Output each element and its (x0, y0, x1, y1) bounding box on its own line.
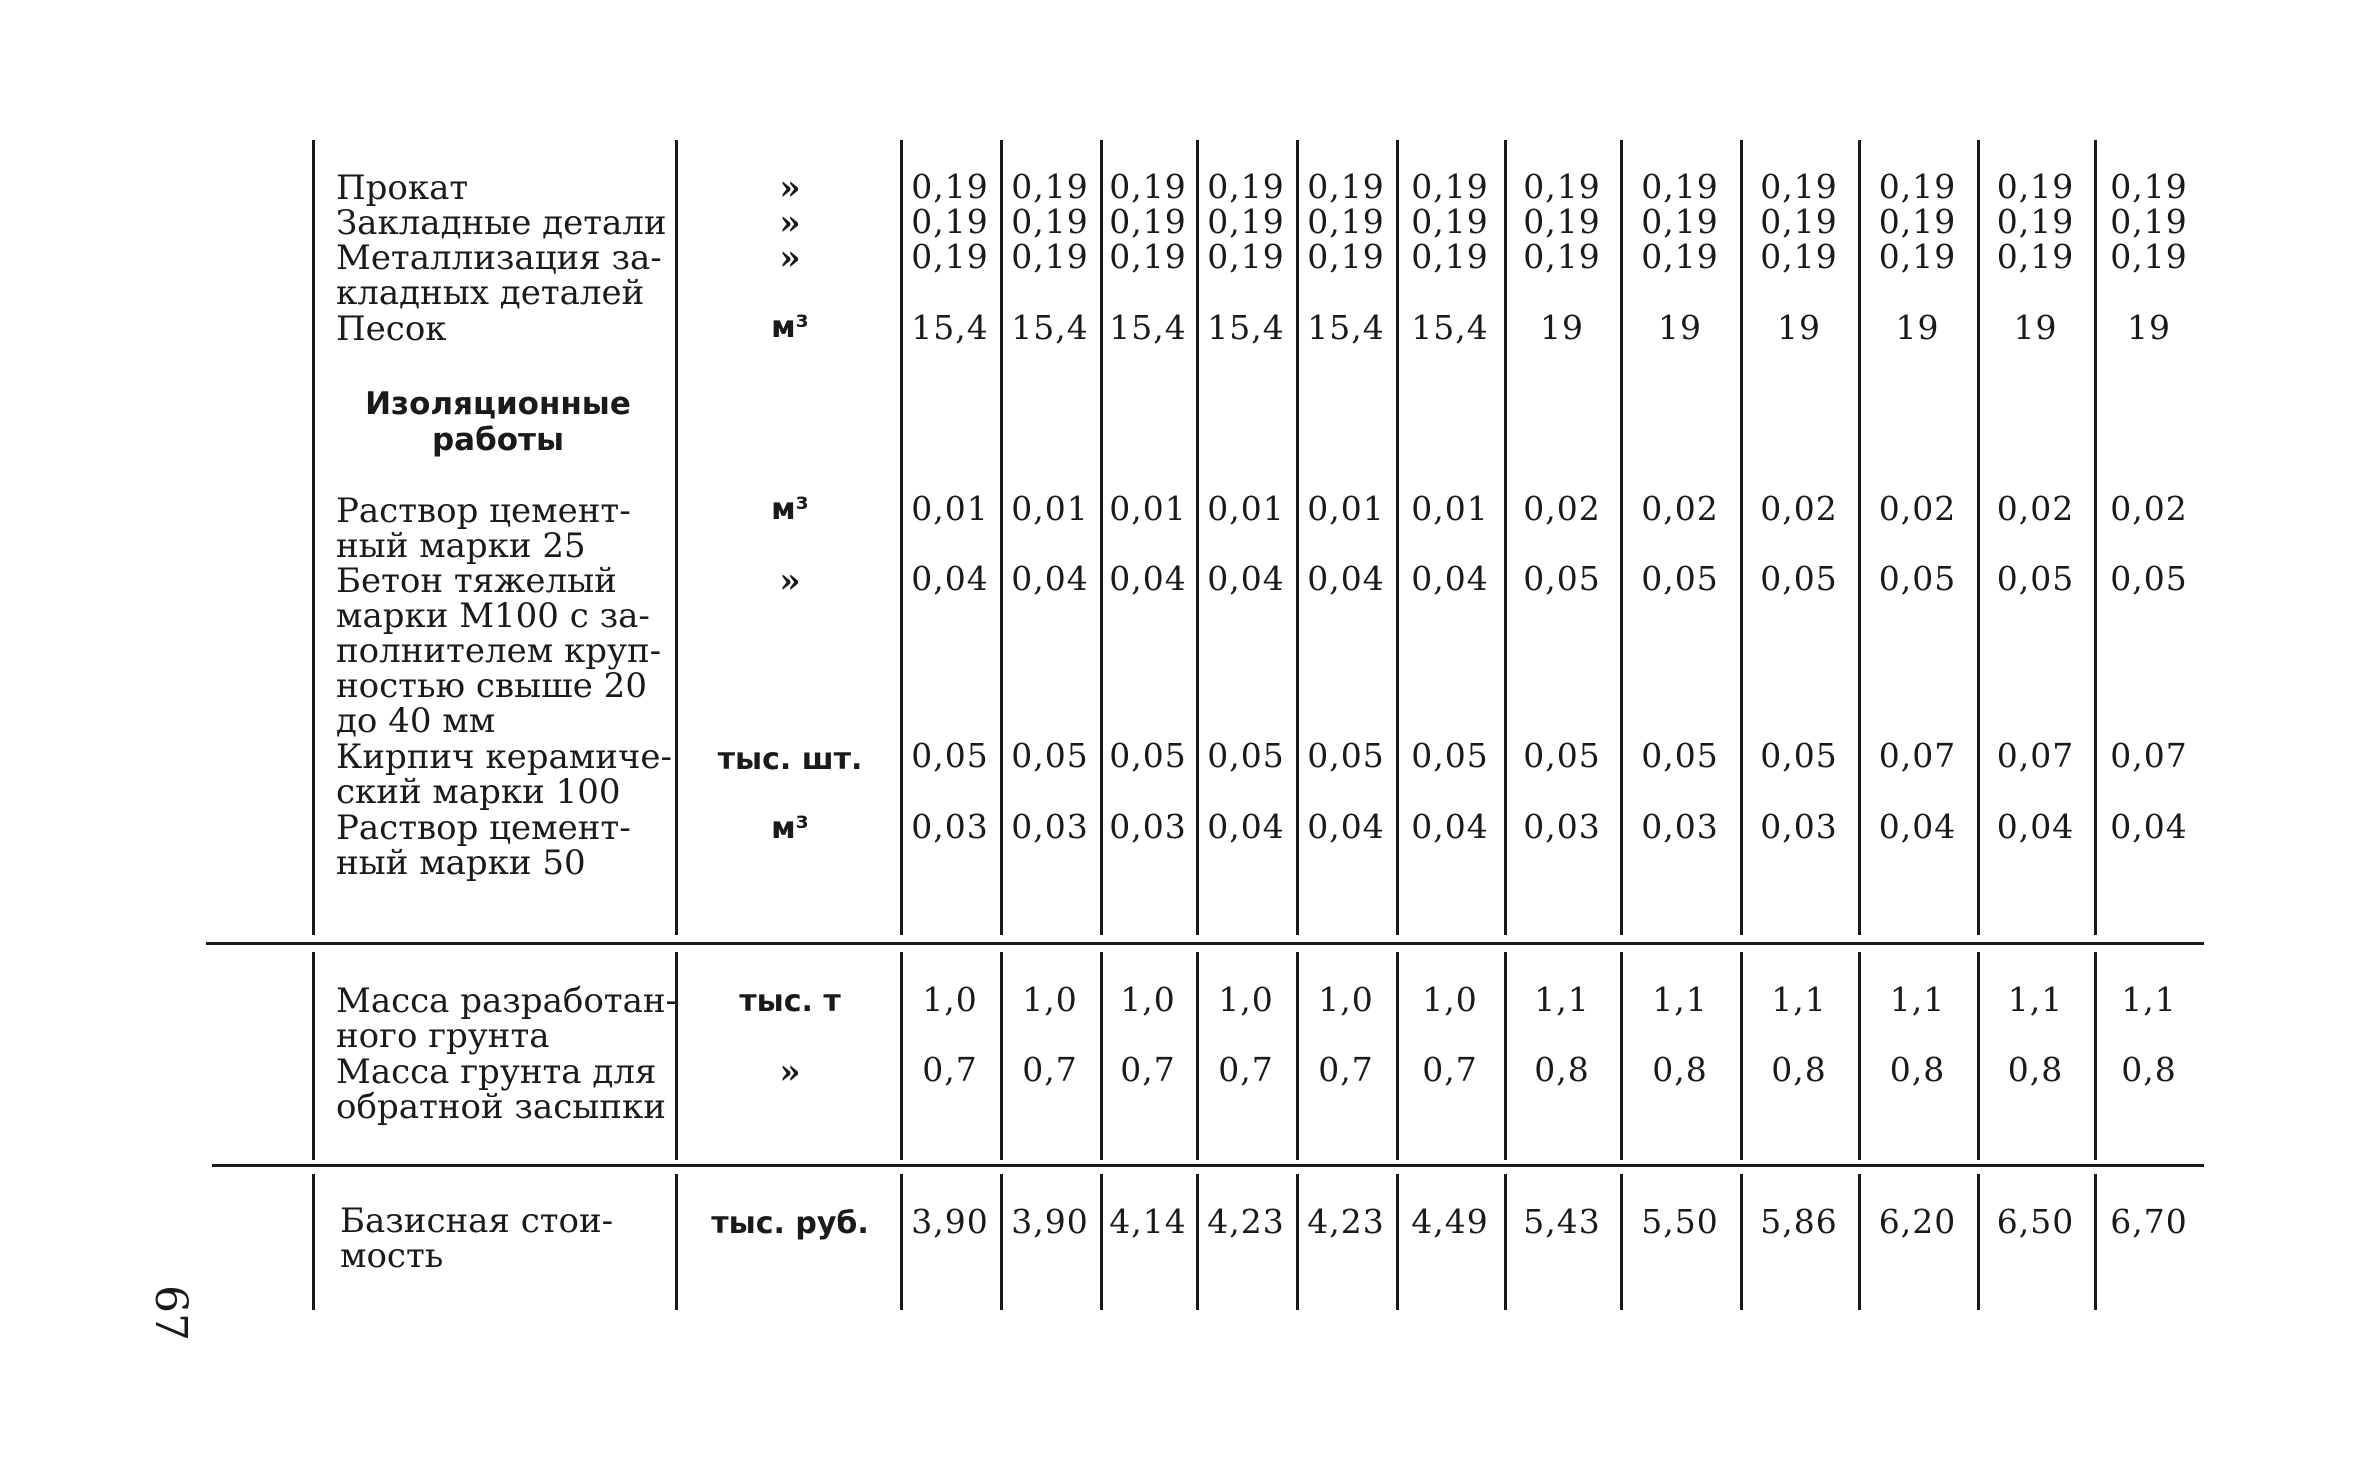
value-cell: 0,19 (2110, 202, 2188, 241)
value-cell: 0,03 (1011, 807, 1089, 846)
value-cell: 0,7 (922, 1050, 978, 1089)
value-cell: 4,14 (1109, 1202, 1187, 1241)
value-cell: 0,19 (911, 167, 989, 206)
row-label-cement-mortar-50: Раствор цемент- (336, 808, 631, 848)
value-cell: 0,04 (1996, 807, 2075, 846)
value-cell: 0,19 (1996, 202, 2075, 241)
section-subheader: работы (431, 422, 565, 458)
row-label-heavy-concrete: марки М100 с за- (336, 596, 650, 636)
value-cell: 0,01 (1307, 489, 1385, 528)
value-cell: 0,8 (1771, 1050, 1827, 1089)
value-cell: 0,05 (1878, 559, 1957, 598)
unit-cell: м³ (771, 492, 809, 527)
row-label-ceramic-brick: ский марки 100 (336, 772, 621, 812)
value-cell: 0,05 (1109, 736, 1187, 775)
value-cell: 19 (1540, 308, 1584, 347)
unit-cell: тыс. т (739, 984, 841, 1019)
unit-cell: » (779, 1052, 801, 1092)
value-cell: 0,19 (1109, 167, 1187, 206)
row-label-excavated-soil-mass: Масса разработан- (336, 981, 678, 1021)
value-cell: 0,02 (2110, 489, 2188, 528)
section-divider (212, 1164, 2204, 1167)
value-cell: 1,1 (2007, 980, 2064, 1019)
value-cell: 0,04 (911, 559, 989, 598)
value-cell: 4,23 (1207, 1202, 1285, 1241)
value-cell: 0,19 (1109, 237, 1187, 276)
value-cell: 0,03 (1641, 807, 1719, 846)
unit-cell: тыс. шт. (717, 742, 863, 777)
column-rule (1000, 1174, 1003, 1310)
value-cell: 0,19 (1878, 237, 1957, 276)
row-label-cement-mortar-50: ный марки 50 (336, 843, 586, 883)
value-cell: 0,05 (1207, 736, 1285, 775)
value-cell: 15,4 (1109, 308, 1187, 347)
value-cell: 0,7 (1218, 1050, 1274, 1089)
column-rule (1100, 1174, 1103, 1310)
value-cell: 0,04 (2110, 807, 2188, 846)
row-label-embedded-parts: Закладные детали (336, 203, 667, 243)
value-cell: 0,19 (1307, 202, 1385, 241)
value-cell: 0,19 (911, 237, 989, 276)
value-cell: 1,1 (1534, 980, 1590, 1019)
value-cell: 0,02 (1996, 489, 2075, 528)
value-cell: 0,19 (1207, 237, 1285, 276)
column-rule (312, 1174, 315, 1310)
row-label-heavy-concrete: полнителем круп- (336, 631, 662, 671)
value-cell: 0,19 (1641, 167, 1719, 206)
value-cell: 0,19 (1760, 202, 1838, 241)
value-cell: 0,05 (911, 736, 989, 775)
row-label-heavy-concrete: до 40 мм (336, 701, 496, 741)
value-cell: 5,50 (1641, 1202, 1719, 1241)
value-cell: 19 (2013, 308, 2058, 347)
value-cell: 0,19 (1307, 167, 1385, 206)
value-cell: 0,8 (1534, 1050, 1590, 1089)
value-cell: 1,0 (1422, 980, 1478, 1019)
value-cell: 3,90 (911, 1202, 989, 1241)
value-cell: 0,05 (1760, 559, 1838, 598)
value-cell: 0,19 (1523, 167, 1601, 206)
value-cell: 0,19 (911, 202, 989, 241)
value-cell: 4,23 (1307, 1202, 1385, 1241)
value-cell: 0,07 (1878, 736, 1957, 775)
row-label-excavated-soil-mass: ного грунта (336, 1016, 550, 1056)
value-cell: 0,19 (1011, 202, 1089, 241)
value-cell: 0,19 (1878, 202, 1957, 241)
row-label-ceramic-brick: Кирпич керамиче- (336, 737, 672, 777)
row-label-cement-mortar-25: ный марки 25 (336, 526, 586, 566)
value-cell: 0,19 (2110, 237, 2188, 276)
value-cell: 0,19 (1011, 167, 1089, 206)
value-cell: 0,07 (2110, 736, 2188, 775)
column-rule (1740, 1174, 1743, 1310)
row-label-base-cost: Базисная стои- (340, 1201, 614, 1241)
column-rule (2094, 1174, 2097, 1310)
value-cell: 1,0 (1318, 980, 1374, 1019)
value-cell: 0,02 (1878, 489, 1957, 528)
column-rule (1620, 1174, 1623, 1310)
row-label-metallization: Металлизация за- (336, 238, 662, 278)
value-cell: 4,49 (1411, 1202, 1489, 1241)
column-rule (1396, 1174, 1399, 1310)
value-cell: 0,7 (1120, 1050, 1176, 1089)
value-cell: 1,0 (1120, 980, 1176, 1019)
value-cell: 0,05 (2110, 559, 2188, 598)
value-cell: 0,19 (1411, 237, 1489, 276)
value-cell: 0,19 (1878, 167, 1957, 206)
column-rule (312, 952, 315, 1160)
value-cell: 0,07 (1996, 736, 2075, 775)
unit-cell: » (779, 561, 801, 601)
value-cell: 0,04 (1307, 807, 1385, 846)
value-cell: 3,90 (1011, 1202, 1089, 1241)
value-cell: 0,01 (911, 489, 989, 528)
unit-cell: тыс. руб. (711, 1206, 869, 1241)
row-label-cement-mortar-25: Раствор цемент- (336, 491, 631, 531)
column-rule (675, 1174, 678, 1310)
value-cell: 0,19 (1207, 167, 1285, 206)
value-cell: 1,1 (1652, 980, 1708, 1019)
value-cell: 0,05 (1641, 736, 1719, 775)
value-cell: 0,19 (1760, 237, 1838, 276)
unit-cell: » (779, 238, 801, 278)
row-label-metallization: кладных деталей (336, 273, 645, 313)
column-rule (1858, 1174, 1861, 1310)
column-rule (312, 140, 315, 935)
column-rule (675, 140, 678, 935)
row-label-backfill-soil-mass: обратной засыпки (336, 1087, 666, 1127)
value-cell: 6,20 (1878, 1202, 1957, 1241)
value-cell: 0,8 (1889, 1050, 1946, 1089)
value-cell: 0,19 (1411, 167, 1489, 206)
value-cell: 0,05 (1996, 559, 2075, 598)
value-cell: 0,02 (1641, 489, 1719, 528)
value-cell: 0,19 (2110, 167, 2188, 206)
value-cell: 15,4 (1307, 308, 1385, 347)
section-divider (206, 942, 2204, 945)
value-cell: 1,1 (1889, 980, 1946, 1019)
value-cell: 0,01 (1011, 489, 1089, 528)
value-cell: 0,04 (1207, 559, 1285, 598)
unit-cell: м³ (771, 811, 809, 846)
value-cell: 0,19 (1011, 237, 1089, 276)
unit-cell: » (779, 168, 801, 208)
page-number: 67 (145, 1285, 196, 1341)
value-cell: 0,19 (1523, 237, 1601, 276)
unit-cell: м³ (771, 310, 809, 345)
value-cell: 1,0 (922, 980, 978, 1019)
value-cell: 0,8 (2007, 1050, 2064, 1089)
row-label-base-cost: мость (340, 1236, 444, 1276)
column-rule (1504, 1174, 1507, 1310)
value-cell: 0,05 (1760, 736, 1838, 775)
value-cell: 0,04 (1411, 807, 1489, 846)
value-cell: 0,03 (1760, 807, 1838, 846)
value-cell: 19 (2127, 308, 2171, 347)
value-cell: 0,01 (1109, 489, 1187, 528)
column-rule (900, 1174, 903, 1310)
value-cell: 0,05 (1641, 559, 1719, 598)
value-cell: 0,19 (1641, 202, 1719, 241)
value-cell: 0,05 (1523, 559, 1601, 598)
value-cell: 15,4 (911, 308, 989, 347)
value-cell: 0,04 (1307, 559, 1385, 598)
value-cell: 1,1 (2121, 980, 2177, 1019)
row-label-heavy-concrete: ностью свыше 20 (336, 666, 647, 706)
value-cell: 0,02 (1523, 489, 1601, 528)
value-cell: 15,4 (1011, 308, 1089, 347)
value-cell: 0,19 (1109, 202, 1187, 241)
value-cell: 6,70 (2110, 1202, 2188, 1241)
row-label-heavy-concrete: Бетон тяжелый (336, 561, 617, 601)
value-cell: 6,50 (1996, 1202, 2075, 1241)
value-cell: 0,02 (1760, 489, 1838, 528)
value-cell: 1,0 (1022, 980, 1078, 1019)
value-cell: 0,05 (1011, 736, 1089, 775)
value-cell: 0,7 (1022, 1050, 1078, 1089)
value-cell: 0,19 (1411, 202, 1489, 241)
value-cell: 0,19 (1641, 237, 1719, 276)
column-rule (1977, 1174, 1980, 1310)
section-subheader: Изоляционные (365, 386, 631, 422)
value-cell: 0,01 (1411, 489, 1489, 528)
row-label-sand: Песок (336, 309, 447, 349)
value-cell: 0,03 (1109, 807, 1187, 846)
value-cell: 0,05 (1523, 736, 1601, 775)
row-label-backfill-soil-mass: Масса грунта для (336, 1052, 657, 1092)
value-cell: 0,03 (911, 807, 989, 846)
value-cell: 0,7 (1318, 1050, 1374, 1089)
value-cell: 0,19 (1207, 202, 1285, 241)
value-cell: 0,04 (1109, 559, 1187, 598)
value-cell: 15,4 (1207, 308, 1285, 347)
unit-cell: » (779, 203, 801, 243)
value-cell: 0,19 (1996, 167, 2075, 206)
column-rule (1296, 1174, 1299, 1310)
value-cell: 0,19 (1523, 202, 1601, 241)
value-cell: 0,8 (2121, 1050, 2177, 1089)
value-cell: 0,7 (1422, 1050, 1478, 1089)
column-rule (1196, 1174, 1199, 1310)
value-cell: 0,8 (1652, 1050, 1708, 1089)
value-cell: 0,05 (1411, 736, 1489, 775)
value-cell: 0,04 (1011, 559, 1089, 598)
value-cell: 15,4 (1411, 308, 1489, 347)
value-cell: 19 (1895, 308, 1940, 347)
value-cell: 0,19 (1996, 237, 2075, 276)
value-cell: 0,19 (1760, 167, 1838, 206)
value-cell: 0,04 (1207, 807, 1285, 846)
value-cell: 0,04 (1878, 807, 1957, 846)
value-cell: 0,04 (1411, 559, 1489, 598)
value-cell: 0,01 (1207, 489, 1285, 528)
value-cell: 1,1 (1771, 980, 1827, 1019)
value-cell: 5,43 (1523, 1202, 1601, 1241)
row-label-prokat: Прокат (336, 168, 469, 208)
value-cell: 5,86 (1760, 1202, 1838, 1241)
value-cell: 19 (1658, 308, 1702, 347)
value-cell: 0,03 (1523, 807, 1601, 846)
value-cell: 19 (1777, 308, 1821, 347)
value-cell: 0,19 (1307, 237, 1385, 276)
value-cell: 1,0 (1218, 980, 1274, 1019)
value-cell: 0,05 (1307, 736, 1385, 775)
